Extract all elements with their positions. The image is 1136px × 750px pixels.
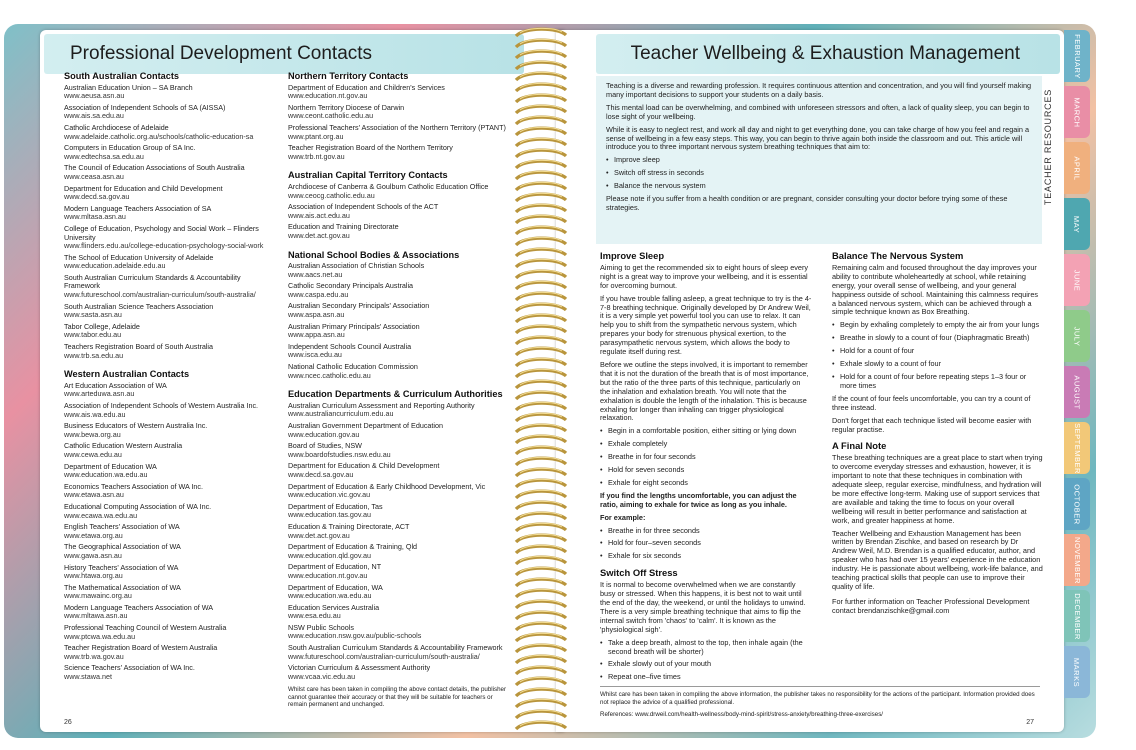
contact-entry [64, 185, 278, 202]
contact-name: English Teachers' Association of WA [64, 522, 180, 532]
contact-url: www.isca.edu.au [288, 350, 342, 360]
contact-entry [64, 503, 278, 520]
contact-url: www.australiancurriculum.edu.au [288, 409, 394, 419]
contact-entry [288, 183, 520, 200]
right-disclaimer [600, 686, 1040, 719]
contact-url: www.aeusa.asn.au [64, 91, 125, 101]
contact-name: Australian Primary Principals' Association [288, 321, 420, 331]
contact-url: www.arteduwa.asn.au [64, 389, 135, 399]
right-page-title: Teacher Wellbeing & Exhaustion Management [596, 34, 1060, 74]
contact-name: Teachers Registration Board of South Australia [64, 342, 214, 352]
section-heading: Education Departments & Curriculum Authorities [288, 389, 503, 400]
section-heading: Northern Territory Contacts [288, 71, 409, 81]
left-page-title: Professional Development Contacts [44, 34, 524, 74]
sleep-examples-list [600, 527, 812, 562]
contact-url: www.gawa.asn.au [64, 550, 122, 560]
contact-url: www.boardofstudies.nsw.edu.au [288, 449, 391, 459]
contact-group [64, 72, 278, 360]
right-page [556, 30, 1064, 732]
contact-url: www.trb.wa.gov.au [64, 651, 124, 661]
contact-entry [288, 262, 520, 279]
teacher-resources-label [1038, 88, 1058, 206]
bullet-item: • Hold for a count of four before repeating steps 1–3 four or more times [832, 373, 1044, 391]
contact-url: www.caspa.edu.au [288, 289, 349, 299]
contact-entry [64, 644, 278, 661]
contact-name: Department of Education, Tas [288, 501, 383, 511]
contact-name: Art Education Association of WA [64, 380, 167, 390]
contacts-column-1 [64, 72, 278, 692]
month-tab-label: MARCH [1072, 97, 1082, 127]
contact-url: www.ptant.org.au [288, 131, 344, 141]
contact-entry [288, 503, 520, 520]
month-tab-december[interactable] [1064, 590, 1090, 642]
contact-name: Education Services Australia [288, 602, 380, 612]
left-disclaimer: Whilst care has been taken in compiling the above contact details, the publisher cannot guarantee their accuracy or that they will be suitable for teachers or remain permanent and unchanged. [288, 686, 507, 709]
contact-entry [64, 323, 278, 340]
intro-note: Please note if you suffer from a health condition or are pregnant, consider consulting your doctor before trying some of these strategies. [606, 194, 1008, 212]
contact-url: www.education.wa.edu.au [64, 470, 148, 480]
contact-name: Business Educators of Western Australia Inc. [64, 421, 208, 431]
contact-name: South Australian Curriculum Standards & Accountability Framework [288, 643, 503, 653]
spiral-binding [506, 26, 576, 738]
contact-entry [288, 604, 520, 621]
contact-name: Department of Education & Early Childhood Development, Vic [288, 481, 486, 491]
contact-group [288, 72, 520, 161]
contact-entry [64, 483, 278, 500]
contact-url: www.det.act.gov.au [288, 230, 350, 240]
contact-entry [288, 462, 520, 479]
month-tab-label: JULY [1072, 326, 1082, 346]
contact-url: www.education.nsw.gov.au/public-schools [288, 631, 422, 641]
intro-paragraph: This mental load can be overwhelming, and combined with unforeseen stressors and often, a lack of quality sleep, you can begin to lose sight of your wellbeing. [606, 102, 1030, 121]
page-number-left: 26 [64, 719, 72, 726]
contact-url: www.ptcwa.wa.edu.au [64, 631, 136, 641]
contact-name: Independent Schools Council Australia [288, 341, 412, 351]
contact-name: NSW Public Schools [288, 622, 354, 632]
contact-entry [288, 422, 520, 439]
contact-name: Economics Teachers Association of WA Inc. [64, 481, 204, 491]
contact-url: www.aspa.asn.au [288, 310, 345, 320]
month-tab-july[interactable] [1064, 310, 1090, 362]
contact-entry [64, 523, 278, 540]
balance-heading: Balance The Nervous System [832, 250, 964, 261]
sleep-steps-list [600, 427, 812, 488]
contact-url: www.flinders.edu.au/college-education-psychology-social-work [64, 241, 264, 251]
contact-entry [288, 523, 520, 540]
bullet-item: • Hold for a count of four [832, 347, 1044, 356]
bullet-item: • Exhale slowly to a count of four [832, 360, 1044, 369]
bullet-item: • Breathe in for four seconds [600, 453, 812, 462]
paragraph: Teacher Wellbeing and Exhaustion Management has been written by Brendan Zischke, and based on research by Dr Andrew Weil, M.D. Brendan is a qualified educator, author, and speaker who has had over 15 years' experience in the education industry. He is passionate about wellbeing, work-life balance, and teaching practical skills that people can use to improve their quality of life. [832, 528, 1043, 591]
paragraph: These breathing techniques are a great place to start when trying to overcome everyday stresses and exhaustion, however, it is important to note that these techniques in combination with adequate sleep, regular exercise, mindfulness, and hydration will be more effective long-term. Making use of support services that are available and taking the time to focus on your overall wellbeing will result in better performance and satisfaction at work, and greater happiness at home. [832, 453, 1043, 525]
bullet-item: • Breathe in slowly to a count of four (Diaphragmatic Breath) [832, 334, 1044, 343]
bullet-item: • Exhale slowly out of your mouth [600, 660, 812, 669]
final-note-heading: A Final Note [832, 440, 887, 452]
contact-url: www.education.vic.gov.au [288, 490, 371, 500]
contact-name: Education and Training Directorate [288, 222, 399, 232]
contact-url: www.mawainc.org.au [64, 591, 132, 601]
month-tab-label: OCTOBER [1072, 483, 1082, 525]
contact-name: The Geographical Association of WA [64, 542, 181, 552]
contact-entry [288, 223, 520, 240]
contact-name: The School of Education University of Adelaide [64, 252, 214, 262]
contact-name: Catholic Secondary Principals Australia [288, 281, 414, 291]
contact-url: www.ais.wa.edu.au [64, 409, 126, 419]
contact-entry [64, 124, 278, 141]
paragraph: Don't forget that each technique listed will become easier with regular practise. [832, 415, 1032, 434]
contact-name: Association of Independent Schools of the ACT [288, 202, 439, 212]
contact-name: Educational Computing Association of WA Inc. [64, 501, 212, 511]
month-tab-marks[interactable] [1064, 646, 1090, 698]
contact-url: www.edtechsa.sa.edu.au [64, 151, 144, 161]
left-page [40, 30, 564, 732]
contact-name: Department of Education, WA [288, 582, 383, 592]
month-tab-label: DECEMBER [1072, 592, 1082, 640]
contact-name: Victorian Curriculum & Assessment Authority [288, 663, 431, 673]
contact-name: Modern Language Teachers Association of WA [64, 602, 214, 612]
contact-name: The Council of Education Associations of South Australia [64, 163, 245, 173]
bullet-item: • Begin in a comfortable position, either sitting or lying down [600, 427, 812, 436]
switch-steps-list [600, 639, 812, 683]
balance-steps-list [832, 321, 1044, 390]
right-column-1 [600, 252, 812, 686]
contact-url: www.decd.sa.gov.au [288, 469, 354, 479]
contact-name: College of Education, Psychology and Social Work – Flinders University [64, 223, 259, 242]
contact-entry [64, 84, 278, 101]
month-tab-april[interactable] [1064, 142, 1090, 194]
contact-entry [288, 442, 520, 459]
contact-name: Northern Territory Diocese of Darwin [288, 102, 405, 112]
bullet-item: • Exhale for eight seconds [600, 479, 812, 488]
section-heading: National School Bodies & Associations [288, 249, 460, 260]
contact-url: www.education.adelaide.edu.au [64, 261, 166, 271]
contact-url: www.education.wa.edu.au [288, 591, 372, 601]
contact-url: www.mltasa.asn.au [64, 212, 126, 222]
month-tab-label: APRIL [1072, 155, 1082, 181]
bullet-item: • Take a deep breath, almost to the top, then inhale again (the second breath will be shorter) [600, 639, 812, 657]
contact-url: www.ncec.catholic.edu.au [288, 370, 371, 380]
contact-entry [288, 323, 520, 340]
month-tab-may[interactable] [1064, 198, 1090, 250]
bullet-item: • Hold for seven seconds [600, 466, 812, 475]
contact-entry [288, 124, 520, 141]
paragraph: It is normal to become overwhelmed when we are constantly busy or stressed. When this happens, it is best not to wait until the end of the day, the weekend, or until the holidays to unwind. There is a very simple breathing technique that aims to flip the internal switch from 'chaos' to 'calm'. It is known as the 'physiological sigh'. [600, 580, 806, 634]
month-tab-label: MARKS [1072, 657, 1082, 687]
disclaimer-text: Whilst care has been taken in compiling the above information, the publisher takes no responsibility for the actions of the participant. Information provided does not replace the advice of a qualified professional. [600, 691, 1035, 706]
contact-entry [64, 604, 278, 621]
contact-name: Teacher Registration Board of the Northern Territory [288, 143, 453, 153]
contact-entry [64, 564, 278, 581]
switch-off-heading: Switch Off Stress [600, 567, 678, 579]
contact-name: South Australian Curriculum Standards & Accountability Framework [64, 272, 241, 291]
month-tab-june[interactable] [1064, 254, 1090, 306]
contact-name: Teacher Registration Board of Western Australia [64, 643, 218, 653]
contact-url: www.esa.edu.au [288, 611, 341, 621]
intro-paragraph: While it is easy to neglect rest, and work all day and night to get everything done, you can take charge of how you feel and regain a sense of wellbeing in a few easy steps. This way, you can begin to thrive again both inside the classroom and out. This article will introduce you to three important nervous system breathing techniques that aim to: [606, 124, 1030, 152]
paragraph: Before we outline the steps involved, it is important to remember that it is not the duration of the breath that is of most importance, but the ratio of the three parts of this technique, particularly on the inhalation and exhalation breath. You will note that the exhalation is double the length of the inhalation. This is because exhaling for longer than inhaling can trigger physiological relaxation. [600, 359, 809, 423]
contact-entry [64, 543, 278, 560]
contact-url: www.bewa.org.au [64, 429, 121, 439]
month-tab-label: JUNE [1072, 269, 1082, 291]
contact-url: www.etawa.asn.au [64, 490, 124, 500]
contact-entry [288, 563, 520, 580]
month-tab-march[interactable] [1064, 86, 1090, 138]
bullet-item: • Begin by exhaling completely to empty the air from your lungs [832, 321, 1044, 330]
contact-entry [64, 164, 278, 181]
contact-name: Professional Teachers' Association of the Northern Territory (PTANT) [288, 122, 506, 132]
month-tab-label: NOVEMBER [1072, 536, 1082, 584]
section-heading: Western Australian Contacts [64, 369, 190, 380]
bullet-item: • Improve sleep [606, 156, 1032, 165]
contact-name: Board of Studies, NSW [288, 441, 362, 451]
month-tab-february[interactable] [1064, 30, 1090, 82]
contact-name: Australian Association of Christian Schools [288, 261, 425, 271]
contact-group [288, 171, 520, 240]
contact-entry [64, 205, 278, 222]
paragraph: Remaining calm and focused throughout the day improves your ability to contribute wholeheartedly at school, while retaining energy, your overall sense of wellbeing, and your general happiness outside of school. Maintaining this calmness requires a balanced nervous system, which can be achieved through a simple technique known as Box Breathing. [832, 262, 1039, 317]
contact-name: Department of Education, NT [288, 562, 382, 572]
contact-url: www.det.act.gov.au [288, 530, 350, 540]
paragraph: If the count of four feels uncomfortable, you can try a count of three instead. [832, 393, 1031, 412]
contact-entry [288, 203, 520, 220]
contact-name: Computers in Education Group of SA Inc. [64, 143, 196, 153]
contact-url: www.vcaa.vic.edu.au [288, 671, 356, 681]
contact-url: www.trb.nt.gov.au [288, 151, 345, 161]
contact-url: www.tabor.edu.au [64, 330, 122, 340]
contact-name: Tabor College, Adelaide [64, 321, 140, 331]
contact-name: Association of Independent Schools of SA (AISSA) [64, 102, 226, 112]
contact-url: www.ceasa.asn.au [64, 171, 124, 181]
bullet-item: • Repeat one–five times [600, 673, 812, 682]
contact-url: www.education.qld.gov.au [288, 550, 371, 560]
month-tab-label: MAY [1072, 215, 1082, 233]
side-label-text: TEACHER RESOURCES [1043, 88, 1053, 206]
contact-entry [64, 225, 278, 251]
bullet-item: • Balance the nervous system [606, 182, 1032, 191]
contact-entry [64, 664, 278, 681]
contact-entry [64, 402, 278, 419]
contact-entry [64, 442, 278, 459]
contact-url: www.stawa.net [64, 672, 112, 682]
contact-url: www.decd.sa.gov.au [64, 192, 130, 202]
contact-name: Modern Language Teachers Association of SA [64, 203, 212, 213]
contact-url: www.htawa.org.au [64, 571, 123, 581]
month-tab-november[interactable] [1064, 534, 1090, 586]
intro-bullet-list [606, 156, 1032, 191]
contact-name: National Catholic Education Commission [288, 362, 418, 372]
intro-box [596, 76, 1042, 244]
contact-entry [64, 422, 278, 439]
contact-entry [64, 144, 278, 161]
contact-entry [288, 302, 520, 319]
bullet-item: • Hold for four–seven seconds [600, 539, 812, 548]
contact-url: www.education.tas.gov.au [288, 510, 371, 520]
contact-url: www.ais.act.edu.au [288, 210, 350, 220]
references-text: References: www.drweil.com/health-wellness/body-mind-spirit/stress-anxiety/breathing-three-exercises/ [600, 711, 884, 719]
contact-entry [64, 274, 278, 300]
contact-group [64, 370, 278, 681]
month-tabs [1064, 30, 1090, 702]
contact-name: Department of Education & Training, Qld [288, 542, 418, 552]
contact-name: Department of Education WA [64, 461, 157, 471]
contact-entry [288, 664, 520, 681]
contact-name: Education & Training Directorate, ACT [288, 521, 410, 531]
contact-name: Catholic Education Western Australia [64, 441, 183, 451]
contact-entry [64, 463, 278, 480]
contact-paragraph: For further information on Teacher Professional Development contact brendanzischke@gmail.com [832, 596, 1030, 615]
intro-paragraph: Teaching is a diverse and rewarding profession. It requires continuous attention and concentration, and you will find yourself making many important decisions to support your students on a daily basis. [606, 81, 1032, 99]
contact-url: www.ceont.catholic.edu.au [288, 111, 374, 121]
contact-name: Department for Education and Child Development [64, 183, 223, 193]
month-tab-label: FEBRUARY [1072, 33, 1082, 79]
contact-group [288, 390, 520, 681]
contact-name: Department of Education and Children's Services [288, 82, 445, 92]
contact-name: Australian Curriculum Assessment and Reporting Authority [288, 400, 475, 410]
month-tab-october[interactable] [1064, 478, 1090, 530]
improve-sleep-heading: Improve Sleep [600, 250, 665, 261]
contact-name: History Teachers' Association of WA [64, 562, 179, 572]
contact-name: Australian Secondary Principals' Association [288, 301, 430, 311]
contacts-column-2 [288, 72, 520, 691]
contact-entry [288, 584, 520, 601]
contact-url: www.aacs.net.au [288, 269, 343, 279]
contact-url: www.education.gov.au [288, 429, 360, 439]
contact-url: www.adelaide.catholic.org.au/schools/catholic-education-sa [64, 131, 254, 141]
contact-url: www.cewa.edu.au [64, 449, 122, 459]
contact-name: Science Teachers' Association of WA Inc. [64, 663, 195, 673]
contact-entry [288, 363, 520, 380]
contact-entry [288, 104, 520, 121]
contact-entry [288, 282, 520, 299]
contact-entry [64, 104, 278, 121]
contact-entry [288, 144, 520, 161]
contact-name: Australian Government Department of Education [288, 421, 444, 430]
contact-name: Archdiocese of Canberra & Goulburn Catholic Education Office [288, 181, 489, 191]
contact-name: Professional Teaching Council of Western Australia [64, 623, 227, 633]
contact-name: Australian Education Union – SA Branch [64, 82, 193, 92]
contact-name: Department for Education & Child Development [288, 461, 440, 471]
contact-entry [288, 84, 520, 101]
month-tab-label: AUGUST [1072, 374, 1082, 410]
month-tab-september[interactable] [1064, 422, 1090, 474]
contact-url: www.education.nt.gov.au [288, 570, 368, 580]
contact-name: The Mathematical Association of WA [64, 582, 181, 592]
contact-name: Association of Independent Schools of Western Australia Inc. [64, 401, 259, 410]
bullet-item: • Switch off stress in seconds [606, 169, 1032, 178]
paragraph: If you have trouble falling asleep, a great technique to try is the 4-7-8 breathing technique. Originally developed by Dr Andrew Weil, it is a very simple yet powerful tool you can use to relax. It can help you to shift from the sympathetic nervous system, which prepares your body for strenuous physical exertion, to the parasympathetic nervous system, which allows the body to regulate itself during rest. [600, 293, 812, 357]
contact-group [288, 251, 520, 381]
contact-entry [64, 624, 278, 641]
bullet-item: • Exhale for six seconds [600, 552, 812, 561]
bullet-item: • Breathe in for three seconds [600, 527, 812, 536]
right-column-2 [832, 252, 1044, 620]
month-tab-august[interactable] [1064, 366, 1090, 418]
contact-url: www.futureschool.com/australian-curriculum/south-australia/ [64, 290, 256, 300]
contact-entry [288, 644, 520, 661]
contact-entry [288, 543, 520, 560]
contact-entry [64, 584, 278, 601]
contact-entry [288, 402, 520, 419]
bullet-item: • Exhale completely [600, 440, 812, 449]
contact-url: www.trb.sa.edu.au [64, 350, 124, 360]
section-heading: Australian Capital Territory Contacts [288, 170, 448, 181]
contact-url: www.mltawa.asn.au [64, 611, 128, 621]
contact-name: South Australian Science Teachers Association [64, 301, 214, 311]
contact-url: www.appa.asn.au [288, 330, 345, 340]
month-tab-label: SEPTEMBER [1072, 422, 1082, 474]
contact-name: Catholic Archdiocese of Adelaide [64, 122, 169, 132]
example-label: For example: [600, 512, 646, 522]
contact-entry [64, 382, 278, 399]
paragraph: Aiming to get the recommended six to eight hours of sleep every night is a great way to improve your wellbeing, and it is essential for overcoming burnout. [600, 262, 809, 290]
contact-entry [288, 624, 520, 641]
adjust-ratio-note: If you find the lengths uncomfortable, you can adjust the ratio, aiming to exhale for twice as long as you inhale. [600, 490, 797, 509]
contact-url: www.education.nt.gov.au [288, 91, 368, 101]
contact-url: www.ceocg.catholic.edu.au [288, 190, 375, 200]
contact-url: www.ecawa.wa.edu.au [64, 510, 138, 520]
contact-entry [288, 343, 520, 360]
contact-url: www.sasta.asn.au [64, 310, 122, 320]
page-number-right: 27 [1026, 719, 1034, 726]
contact-entry [64, 254, 278, 271]
contact-url: www.futureschool.com/australian-curriculum/south-australia/ [288, 651, 480, 661]
contact-url: www.ais.sa.edu.au [64, 111, 124, 121]
contact-url: www.etawa.org.au [64, 530, 123, 540]
section-heading: South Australian Contacts [64, 71, 180, 81]
contact-entry [64, 343, 278, 360]
contact-entry [288, 483, 520, 500]
contact-entry [64, 303, 278, 320]
